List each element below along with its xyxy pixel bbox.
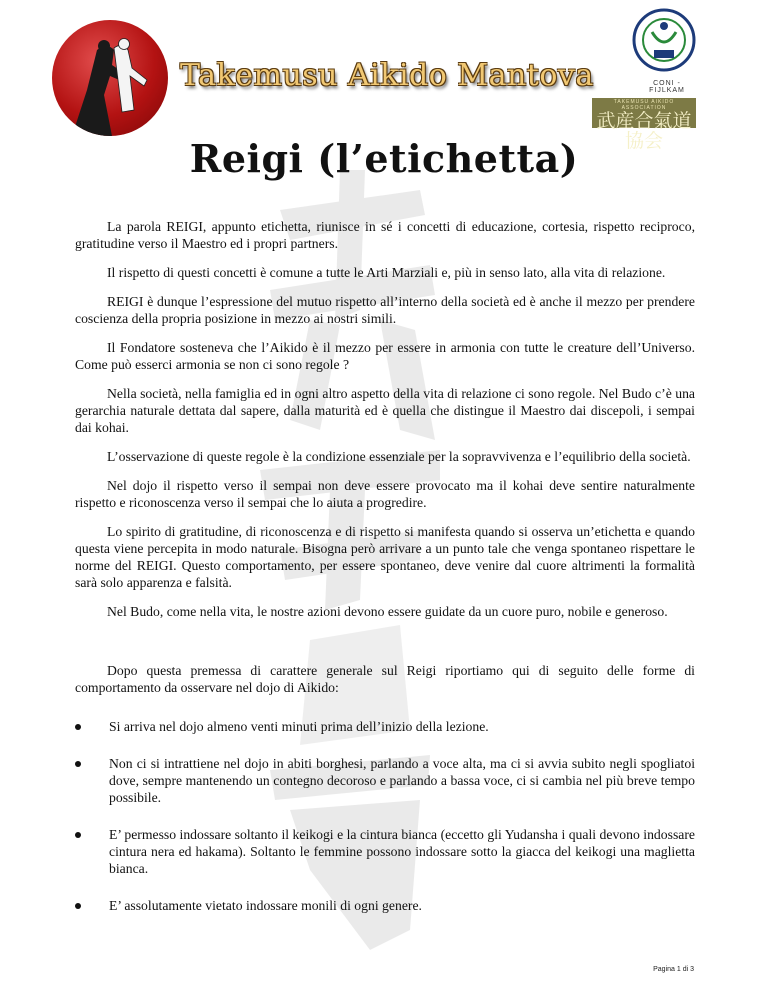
list-item-text: Si arriva nel dojo almeno venti minuti prima dell’inizio della lezione. <box>109 719 489 734</box>
page-number: Pagina 1 di 3 <box>653 966 694 973</box>
association-kanji: 武産合氣道協会 <box>596 110 692 152</box>
federation-logo <box>632 8 696 72</box>
page-title: Reigi (l’etichetta) <box>189 136 579 181</box>
list-item <box>75 897 695 914</box>
paragraph: L’osservazione di queste regole è la condizione essenziale per la sopravvivenza e l’equilibrio della società. <box>107 449 691 464</box>
document-body <box>75 218 695 934</box>
paragraph: Nel dojo il rispetto verso il sempai non deve essere provocato ma il kohai deve sentire naturalmente rispetto e riconoscenza verso il sempai che lo aiuta a progredire. <box>75 478 695 510</box>
paragraph: REIGI è dunque l’espressione del mutuo rispetto all’interno della società ed è anche il mezzo per prendere coscienza della propria posizione in mezzo ai nostri simili. <box>75 294 695 326</box>
list-item <box>75 755 695 806</box>
bullet-icon <box>75 832 81 838</box>
association-badge <box>592 98 696 152</box>
paragraph: Il rispetto di questi concetti è comune a tutte le Arti Marziali e, più in senso lato, alla vita di relazione. <box>107 265 666 280</box>
bullet-icon <box>75 724 81 730</box>
association-label: TAKEMUSU AIKIDO ASSOCIATION <box>613 99 675 111</box>
list-item-text: Non ci si intrattiene nel dojo in abiti borghesi, parlando a voce alta, ma ci si avvia subito negli spogliatoi dove, sempre mantenendo un contegno decoroso e parlando a bassa voce, ci si cambia nel più breve tempo possibile. <box>109 756 695 805</box>
paragraph: Nella società, nella famiglia ed in ogni altro aspetto della vita di relazione ci sono regole. Nel Budo c’è una gerarchia naturale dettata dal sapere, dalla maturità ed è quella che distingue il Maestro dai discepoli, i sempai dai kohai. <box>75 386 695 435</box>
paragraph: Il Fondatore sosteneva che l’Aikido è il mezzo per essere in armonia con tutte le creature dell’Universo. Come può esserci armonia se non ci sono regole ? <box>75 340 695 372</box>
federation-label: CONI - FIJLKAM <box>649 80 685 94</box>
brand-title: Takemusu Aikido Mantova <box>180 58 594 93</box>
rules-list <box>75 718 695 914</box>
bullet-icon <box>75 903 81 909</box>
page-header <box>0 0 768 152</box>
list-item-text: E’ assolutamente vietato indossare monili di ogni genere. <box>109 898 422 913</box>
list-item <box>75 718 695 735</box>
paragraph: La parola REIGI, appunto etichetta, riunisce in sé i concetti di educazione, cortesia, rispetto reciproco, gratitudine verso il Maestro ed i propri partners. <box>75 219 695 251</box>
intro-paragraph: Dopo questa premessa di carattere generale sul Reigi riportiamo qui di seguito delle forme di comportamento da osservare nel dojo di Aikido: <box>75 663 695 695</box>
club-logo <box>52 20 168 136</box>
paragraph: Lo spirito di gratitudine, di riconoscenza e di rispetto si manifesta quando si osserva un’etichetta e quando questa viene percepita in modo naturale. Bisogna però arrivare a un punto tale che venga spontaneo rispettare le norme del REIGI. Questo comportamento, per essere spontaneo, deve venire dal cuore altrimenti la formalità sarà solo apparenza e falsità. <box>75 524 695 590</box>
list-item <box>75 826 695 877</box>
list-item-text: E’ permesso indossare soltanto il keikogi e la cintura bianca (eccetto gli Yudansha i quali devono indossare cintura nera ed hakama). Soltanto le femmine possono indossare sotto la giacca del keikogi una maglietta bianca. <box>109 827 695 876</box>
bullet-icon <box>75 761 81 767</box>
aikido-figures-icon <box>52 20 168 136</box>
paragraph: Nel Budo, come nella vita, le nostre azioni devono essere guidate da un cuore puro, nobile e generoso. <box>107 604 668 619</box>
